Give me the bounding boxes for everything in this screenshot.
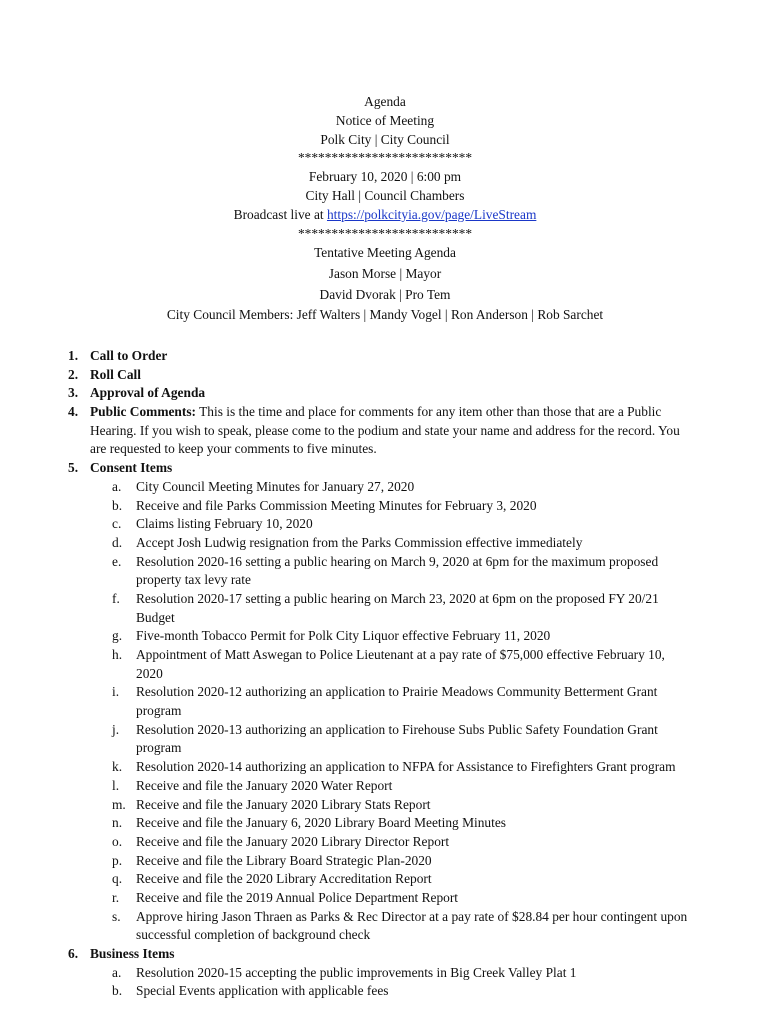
council-members-line: City Council Members: Jeff Walters | Mandy Vogel | Ron Anderson | Rob Sarchet [166,307,604,323]
agenda-item [0,403,770,422]
sub-item-text: Resolution 2020-17 setting a public hearing on March 23, 2020 at 6pm on the proposed FY 20/21 [136,590,659,606]
sub-item-line [0,739,770,758]
sub-item-line [0,571,770,590]
sub-item-text: Resolution 2020-15 accepting the public improvements in Big Creek Valley Plat 1 [136,964,577,980]
sub-item-line [0,702,770,721]
agenda-list [0,347,770,1001]
sub-item-text: Receive and file the January 2020 Water Report [136,777,393,793]
sub-item-letter: c. [112,516,122,532]
sub-item-text: Resolution 2020-14 authorizing an application to NFPA for Assistance to Firefighters Grant program [136,759,676,775]
sub-item-text: Receive and file the January 2020 Library Stats Report [136,796,431,812]
item-number: 6. [68,946,79,961]
item-description: are requested to keep your comments to five minutes. [90,441,377,457]
tentative-agenda-heading: Tentative Meeting Agenda [314,245,456,261]
sub-item-letter: j. [112,721,120,737]
sub-item-letter: b. [112,497,123,513]
sub-item-letter: a. [112,478,122,494]
sub-item-letter: h. [112,647,123,662]
sub-item-letter: d. [112,534,123,550]
pro-tem-line: David Dvorak | Pro Tem [319,286,451,302]
sub-item-letter: p. [112,852,123,868]
sub-item-line [0,796,770,815]
sub-item-text: City Council Meeting Minutes for January 27, 2020 [136,478,415,494]
meeting-header [0,93,770,326]
sub-item-text: Resolution 2020-13 authorizing an application to Firehouse Subs Public Safety Foundation Grant [136,721,658,737]
sub-item-text: Receive and file the January 2020 Library Director Report [136,833,450,849]
sub-item-letter: o. [112,833,123,849]
sub-item-line [0,553,770,572]
sub-item-line [0,926,770,945]
item-title: Public Comments: [90,404,197,420]
sub-item-line [0,833,770,852]
sub-item-line [0,852,770,871]
agenda-heading: Agenda [364,94,406,109]
item-title-line [90,403,661,422]
sub-item-text: Resolution 2020-16 setting a public hearing on March 9, 2020 at 6pm for the maximum proposed [136,553,659,569]
agenda-item [0,384,770,403]
sub-item-line [0,870,770,889]
sub-item-text: Receive and file the 2020 Library Accreditation Report [136,871,432,887]
sub-item-line [0,889,770,908]
separator-stars: ************************** [297,225,473,241]
sub-item-letter: l. [112,777,120,793]
item-continuation [0,422,770,441]
broadcast-line [0,206,770,225]
item-number: 3. [68,385,79,401]
sub-item-text: Receive and file the January 6, 2020 Library Board Meeting Minutes [136,815,506,831]
consent-items-list [0,478,770,945]
agenda-item [0,945,770,964]
sub-item-line [0,683,770,702]
sub-item-text: program [136,740,182,756]
sub-item-letter: b. [112,983,123,999]
sub-item-line [0,627,770,646]
organization-heading: Polk City | City Council [320,131,450,147]
sub-item-letter: s. [112,908,121,924]
item-description: Hearing. If you wish to speak, please come to the podium and state your name and address for the record. You [90,422,680,438]
sub-item-letter: m. [112,796,126,812]
sub-item-text: Receive and file the Library Board Strategic Plan-2020 [136,852,432,868]
item-title: Approval of Agenda [90,385,206,401]
sub-item-text: Accept Josh Ludwig resignation from the Parks Commission effective immediately [136,534,583,550]
sub-item-line [0,646,770,665]
item-continuation [0,440,770,459]
separator-stars: ************************** [297,150,473,166]
agenda-item [0,347,770,366]
item-title: Consent Items [90,460,173,476]
sub-item-letter: i. [112,684,120,700]
item-number: 5. [68,460,79,476]
notice-heading: Notice of Meeting [335,112,435,128]
sub-item-text: Five-month Tobacco Permit for Polk City Liquor effective February 11, 2020 [136,628,551,644]
sub-item-text: Appointment of Matt Aswegan to Police Lieutenant at a pay rate of $75,000 effective February 10, [136,647,665,662]
sub-item-letter: a. [112,964,122,980]
item-title: Roll Call [90,366,141,382]
sub-item-text: Special Events application with applicable fees [136,983,389,999]
item-title: Call to Order [90,348,168,363]
sub-item-text: Receive and file the 2019 Annual Police Department Report [136,889,459,905]
agenda-item [0,459,770,478]
sub-item-line [0,964,770,983]
livestream-link[interactable]: https://polkcityia.gov/page/LiveStream [326,206,537,222]
sub-item-text: Receive and file Parks Commission Meeting Minutes for February 3, 2020 [136,497,537,513]
business-items-list [0,964,770,1001]
sub-item-text: 2020 [136,665,163,681]
sub-item-line [0,982,770,1001]
sub-item-text: program [136,703,182,719]
agenda-item [0,366,770,385]
meeting-location: City Hall | Council Chambers [305,187,465,203]
sub-item-letter: f. [112,590,120,606]
sub-item-line [0,497,770,516]
sub-item-letter: e. [112,553,122,569]
sub-item-line [0,534,770,553]
sub-item-text: Approve hiring Jason Thraen as Parks & Rec Director at a pay rate of $28.84 per hour contingent upon [136,908,688,924]
sub-item-line [0,609,770,628]
item-title: Business Items [90,946,175,961]
sub-item-text: Claims listing February 10, 2020 [136,516,313,532]
item-number: 1. [68,348,79,363]
item-number: 2. [68,366,79,382]
sub-item-text: property tax levy rate [136,572,251,588]
sub-item-letter: n. [112,815,123,831]
sub-item-letter: g. [112,628,123,644]
sub-item-line [0,814,770,833]
sub-item-letter: r. [112,889,120,905]
sub-item-text: Budget [136,609,175,625]
sub-item-line [0,590,770,609]
sub-item-line [0,758,770,777]
sub-item-line [0,478,770,497]
item-description: This is the time and place for comments for any item other than those that are a Public [196,404,662,420]
broadcast-prefix: Broadcast live at [233,206,327,222]
sub-item-text: Resolution 2020-12 authorizing an application to Prairie Meadows Community Betterment Grant [136,684,658,700]
sub-item-line [0,908,770,927]
meeting-date: February 10, 2020 | 6:00 pm [308,169,462,185]
sub-item-letter: k. [112,759,123,775]
sub-item-line [0,721,770,740]
sub-item-text: successful completion of background check [136,927,371,943]
sub-item-letter: q. [112,871,123,887]
sub-item-line [0,777,770,796]
sub-item-line [0,665,770,684]
item-number: 4. [68,404,79,420]
sub-item-line [0,515,770,534]
mayor-line: Jason Morse | Mayor [328,265,442,281]
